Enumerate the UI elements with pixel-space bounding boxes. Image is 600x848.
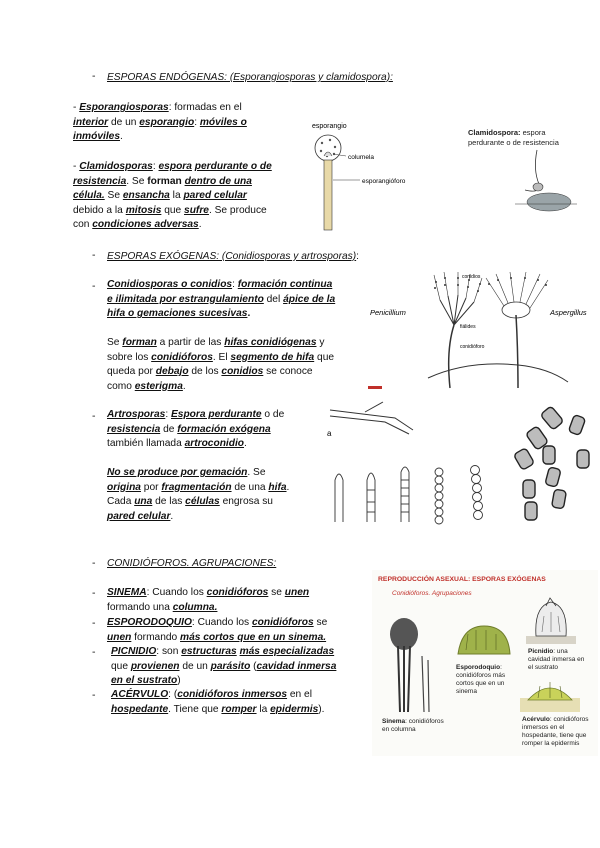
text: . El — [212, 351, 231, 363]
caption-bold: Picnidio — [528, 648, 554, 655]
term-no-gemacion: No se produce por gemación — [107, 467, 248, 478]
text: : formadas en el — [168, 102, 242, 113]
term-perdurante: perdurante o de — [194, 161, 272, 172]
term-provienen: provienen — [130, 660, 180, 672]
term-conidiosporas: Conidiosporas o conidios — [107, 279, 233, 290]
caption-sinema — [382, 718, 446, 734]
term-artroconidio: artroconidio — [184, 438, 245, 449]
artrospora-hyphae-figure — [325, 400, 505, 530]
term-epidermis: epidermis — [270, 703, 319, 715]
text: del — [263, 293, 284, 305]
text: . Se — [247, 467, 266, 478]
label-conidios: conidios — [462, 274, 481, 280]
text: . — [286, 481, 290, 493]
term-inmoviles: inmóviles — [73, 131, 120, 142]
term-esporodoquio: ESPORODOQUIO — [107, 617, 192, 628]
text: . — [244, 438, 247, 449]
text: que — [314, 351, 335, 363]
item-acervulo — [111, 688, 371, 717]
text: - — [73, 102, 80, 113]
bullet-esporodoquio: - — [92, 617, 96, 629]
paragraph-artro-origen — [107, 466, 317, 524]
term-esporangiosporas: Esporangiosporas — [79, 102, 169, 113]
text: . — [198, 219, 202, 230]
text: de un — [179, 660, 211, 672]
bullet-artrosporas: - — [92, 410, 96, 422]
term-celulas: células — [185, 496, 220, 507]
term-artrosporas: Artrosporas — [107, 409, 166, 420]
bullet-conidioforos: - — [92, 557, 96, 569]
term-conidioforos: conidióforos — [251, 617, 314, 628]
caption-text: : conidióforos en columna — [382, 718, 444, 733]
heading-conidioforos-agrupaciones: CONIDIÓFOROS. AGRUPACIONES: — [107, 558, 277, 569]
caption-text: perdurante o de resistencia — [468, 138, 559, 147]
term-hifa: hifa — [268, 481, 287, 493]
term-conidioforos-inmersos: conidióforos inmersos — [177, 689, 288, 700]
text: - — [73, 161, 80, 172]
term-conidios: conidios — [221, 366, 264, 377]
caption-esporodoquio — [456, 664, 514, 696]
item-sinema — [107, 586, 367, 615]
acervulo-drawing — [520, 674, 582, 714]
text: ) — [177, 675, 181, 686]
bullet-endogenas: - — [92, 70, 96, 82]
term-esporangio: esporangio — [139, 116, 195, 128]
text: : son — [156, 646, 182, 657]
text: sobre los — [107, 351, 152, 363]
text: . Se — [126, 175, 148, 187]
caption-bold: Esporodoquio — [456, 664, 501, 671]
label-fialides: fiálides — [460, 324, 476, 330]
text: engrosa su — [219, 496, 273, 507]
text: de los — [188, 366, 222, 377]
term-espora-perdurante: Espora perdurante — [170, 409, 262, 420]
agrupaciones-figure — [372, 570, 598, 756]
term-columna: columna. — [172, 601, 218, 613]
term-sufre: sufre — [184, 204, 209, 216]
text: . Se produce — [208, 204, 267, 216]
text: o de — [261, 409, 285, 420]
label-aspergillus: Aspergillus — [550, 308, 587, 317]
term-formacion-continua: formación continua — [237, 279, 333, 290]
text: . — [182, 380, 186, 392]
text: : — [232, 279, 238, 290]
text: a partir de las — [156, 337, 225, 348]
term-hifa-gemaciones: hifa o gemaciones sucesivas — [107, 308, 248, 319]
paragraph-conidiosporas — [107, 278, 367, 322]
text: ). — [318, 703, 325, 715]
text: queda por — [107, 366, 156, 377]
term-resistencia: resistencia — [73, 175, 127, 187]
paragraph-conidio-formacion — [107, 336, 367, 394]
label-a: a — [327, 429, 332, 438]
term-forman: forman — [122, 337, 157, 348]
text: debido a la — [73, 204, 126, 216]
label-esporangioforo: esporangióforo — [362, 178, 406, 185]
text: ( — [250, 660, 257, 672]
term-segmento-hifa: segmento de hifa — [230, 351, 315, 363]
caption-text: espora — [520, 128, 546, 137]
term-condiciones-adversas: condiciones adversas — [92, 219, 199, 230]
label-columela: columela — [348, 154, 375, 161]
text: se — [313, 617, 328, 628]
term-sustrato: en el sustrato — [111, 675, 178, 686]
text: Se — [107, 337, 123, 348]
text: y — [316, 337, 325, 348]
text: como — [107, 380, 135, 392]
item-esporodoquio — [107, 616, 367, 645]
text: de un — [108, 116, 140, 128]
text: : ( — [168, 689, 178, 700]
term-conidioforos: conidióforos — [151, 351, 213, 363]
term-una: una — [134, 496, 153, 507]
text: que — [161, 204, 185, 216]
term-hifas-conidiogenas: hifas conidiógenas — [224, 337, 317, 348]
text: . — [120, 131, 123, 142]
term-unen: unen — [107, 631, 132, 643]
text: por — [140, 481, 162, 493]
caption-bold: Acérvulo — [522, 716, 550, 723]
esporangio-figure — [300, 118, 420, 238]
text: . Tiene que — [168, 703, 222, 715]
term-unen: unen — [284, 587, 310, 598]
bullet-picnidio: - — [92, 646, 96, 658]
text: de las — [152, 496, 186, 507]
term-mitosis: mitosis — [125, 204, 162, 216]
paragraph-clamidosporas — [73, 160, 308, 233]
term-clamidosporas: Clamidosporas — [79, 161, 153, 172]
text: la — [256, 703, 271, 715]
text: en el — [287, 689, 312, 700]
term-pared-celular: pared celular — [183, 190, 247, 201]
text: formando una — [107, 601, 173, 613]
heading-text: ESPORAS EXÓGENAS: (Conidiosporas y artrosporas) — [107, 251, 357, 262]
term-mas-especializadas: más especializadas — [239, 646, 335, 657]
figure-subtitle: Conidióforos. Agrupaciones — [392, 590, 472, 597]
heading-colon: : — [356, 251, 359, 262]
heading-esporas-exogenas — [107, 250, 359, 265]
figure-title: REPRODUCCIÓN ASEXUAL: ESPORAS EXÓGENAS — [378, 576, 546, 583]
penicillium-aspergillus-figure — [368, 270, 600, 395]
bullet-acervulo: - — [92, 689, 96, 701]
term-parasito: parásito — [210, 660, 251, 672]
term-estrangulamiento: e ilimitada por estrangulamiento — [107, 293, 264, 305]
text: de una — [231, 481, 269, 493]
heading-esporas-endogenas: ESPORAS ENDÓGENAS: (Esporangiosporas y clamidospora): — [107, 72, 393, 83]
text: . — [170, 510, 174, 522]
text: se conoce — [263, 366, 313, 377]
caption-text: : conidióforos más cortos que en un sinema — [456, 664, 506, 695]
term-moviles: móviles o — [199, 116, 247, 128]
term-debajo: debajo — [155, 366, 189, 377]
paragraph-esporangiosporas — [73, 101, 298, 145]
term-cavidad-inmersa: cavidad inmersa — [256, 660, 337, 672]
text: : — [152, 161, 159, 172]
picnidio-drawing — [524, 596, 578, 646]
caption-bold: Sinema — [382, 718, 406, 725]
term-apice: ápice de la — [283, 293, 336, 305]
text: Cada — [107, 496, 135, 507]
text: también llamada — [107, 438, 185, 449]
text: que — [111, 660, 131, 672]
text: de — [160, 423, 178, 435]
term-formacion-exogena: formación exógena — [177, 423, 271, 435]
term-espora: espora — [158, 161, 192, 172]
term-mas-cortos: más cortos que en un sinema. — [180, 631, 327, 643]
term-hospedante: hospedante — [111, 703, 169, 715]
label-penicillium: Penicillium — [370, 308, 406, 317]
term-sinema: SINEMA — [107, 587, 147, 598]
term-interior: interior — [73, 116, 109, 128]
clamidospora-figure — [515, 150, 585, 220]
term-pared-celular: pared celular — [107, 510, 171, 522]
term-dentro: dentro de una — [184, 175, 252, 187]
term-estructuras: estructuras — [181, 646, 237, 657]
term-romper: romper — [221, 703, 257, 715]
esporodoquio-drawing — [454, 620, 514, 660]
bullet-conidiosporas: - — [92, 280, 96, 292]
bullet-sinema: - — [92, 587, 96, 599]
term-celula: célula. — [73, 190, 105, 201]
term-conidioforos: conidióforos — [206, 587, 269, 598]
text: se — [268, 587, 285, 598]
caption-acervulo — [522, 716, 594, 748]
esporangio-circle — [315, 135, 341, 161]
bullet-exogenas: - — [92, 249, 96, 261]
text: : — [165, 409, 171, 420]
text: . — [247, 308, 251, 319]
term-origina: origina — [107, 481, 141, 493]
term-acervulo: ACÉRVULO — [111, 689, 169, 700]
term-ensancha: ensancha — [122, 190, 170, 201]
artroconidia-micrograph — [505, 400, 600, 530]
term-esterigma: esterigma — [134, 380, 183, 392]
text: : Cuando los — [146, 587, 207, 598]
term-resistencia: resistencia — [107, 423, 161, 435]
term-picnidio: PICNIDIO — [111, 646, 157, 657]
text: con — [73, 219, 93, 230]
item-picnidio — [111, 645, 371, 689]
text: Se — [104, 190, 123, 201]
text: formando — [131, 631, 181, 643]
text: : — [194, 116, 200, 128]
text: la — [169, 190, 184, 201]
term-fragmentacion: fragmentación — [161, 481, 232, 493]
paragraph-artrosporas — [107, 408, 317, 452]
term-forman: forman — [147, 175, 182, 187]
label-esporangio: esporangio — [312, 123, 347, 130]
caption-text: : una cavidad inmersa en el sustrato — [528, 648, 585, 671]
label-conidioforo: conidióforo — [460, 344, 485, 350]
sinema-drawing — [382, 616, 442, 716]
caption-bold: Clamidospora: — [468, 128, 521, 137]
caption-text: : conidióforos inmersos en el hospedante, tiene que romper la epidermis — [522, 716, 589, 747]
red-mark — [368, 386, 382, 389]
caption-clamidospora — [468, 128, 559, 148]
caption-picnidio — [528, 648, 590, 672]
esporangioforo-stalk — [324, 160, 332, 230]
text: : Cuando los — [191, 617, 252, 628]
